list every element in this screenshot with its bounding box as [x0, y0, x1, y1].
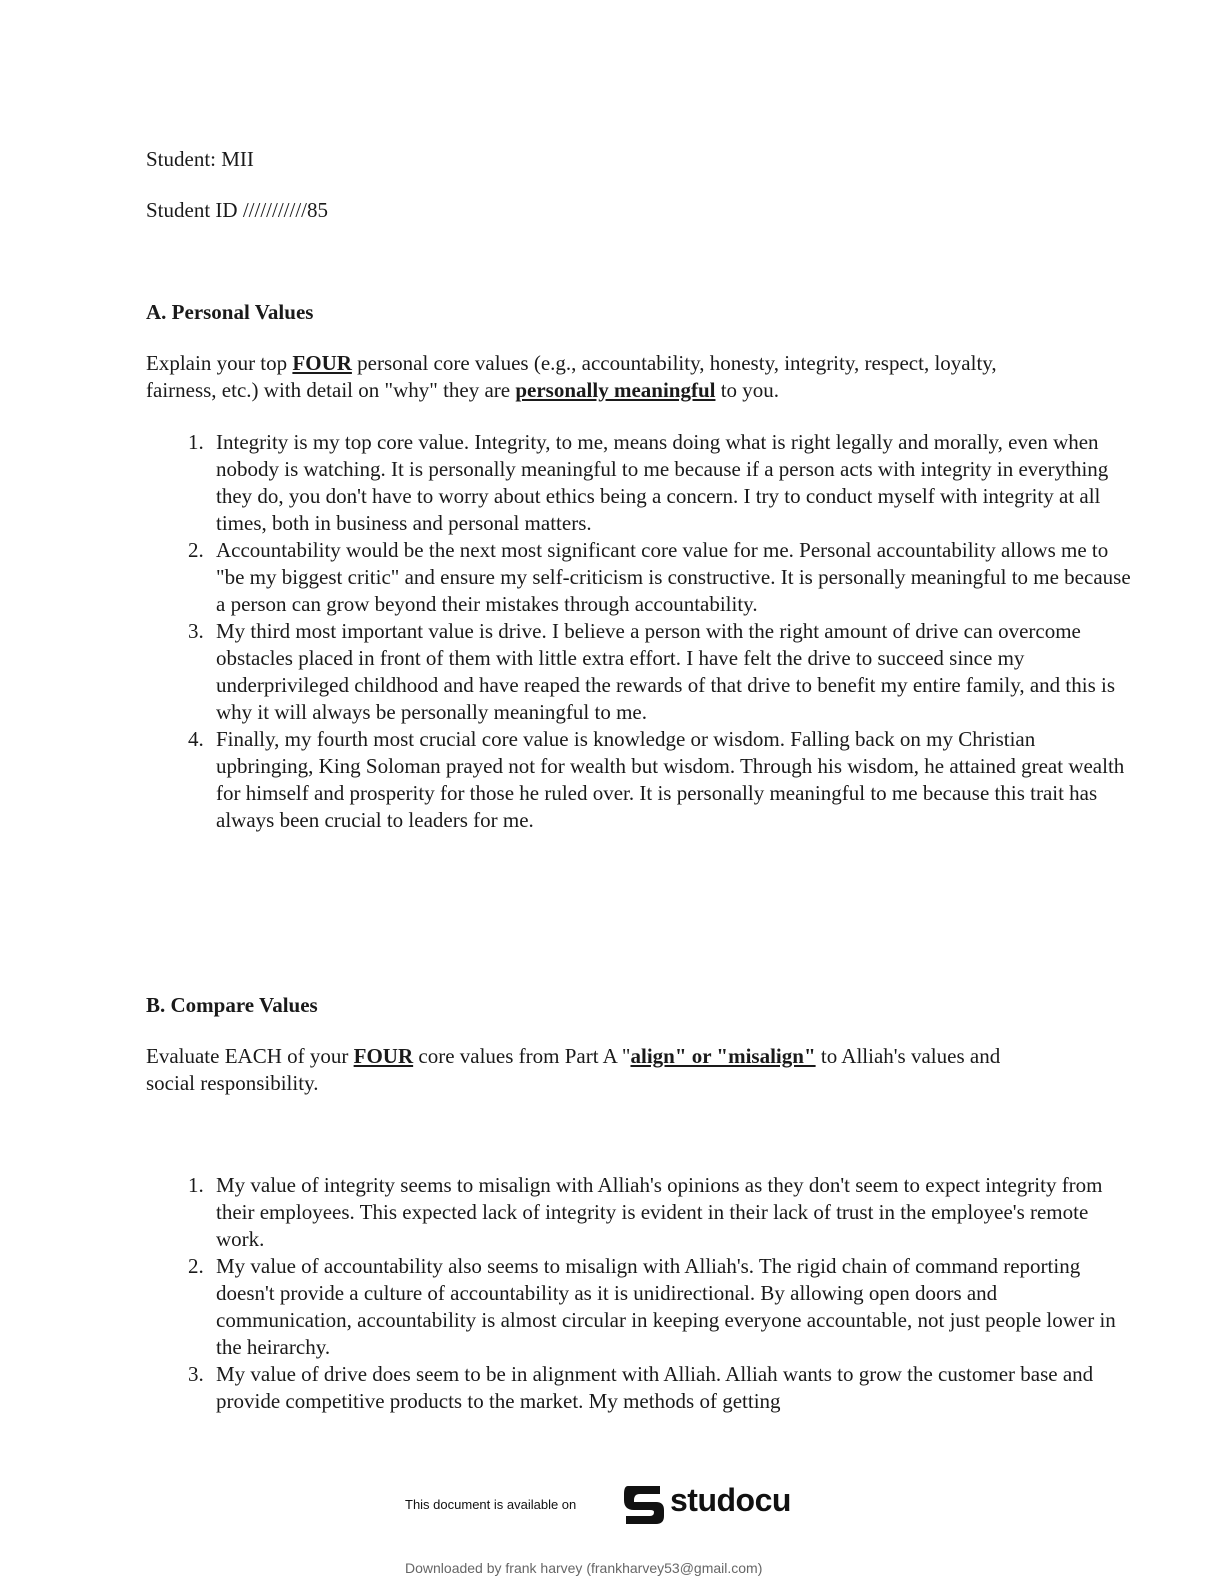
section-b-title: B. Compare Values: [146, 993, 318, 1017]
section-b-prompt-align: align" or "misalign": [630, 1044, 816, 1068]
section-b-prompt: [146, 1043, 1046, 1097]
list-item: [188, 537, 1132, 618]
studocu-logo-icon[interactable]: [620, 1480, 670, 1528]
section-b-list: [146, 1172, 1132, 1415]
list-item: [188, 726, 1132, 834]
section-a-prompt-text-3: to you.: [715, 378, 780, 402]
section-b-prompt-text-3: to Alliah's values and social responsibility.: [146, 1044, 1001, 1095]
list-item-number: 2.: [188, 1254, 204, 1278]
list-item: [188, 1172, 1132, 1253]
section-b-prompt-four: FOUR: [353, 1044, 414, 1068]
list-item-text: My value of accountability also seems to misalign with Alliah's. The rigid chain of command reporting doesn't provide a culture of accountability as it is unidirectional. By allowing open doors and communication, accountability is almost circular in keeping everyone accountable, not just people lower in the heirarchy.: [216, 1254, 1116, 1359]
list-item-number: 3.: [188, 1362, 204, 1386]
list-item-text: Integrity is my top core value. Integrity, to me, means doing what is right legally and morally, even when nobody is watching. It is personally meaningful to me because if a person acts with integrity in everything they do, you don't have to worry about ethics being a concern. I try to conduct myself with integrity at all times, both in business and personal matters.: [216, 430, 1109, 535]
footer-available-text: This document is available on: [405, 1497, 577, 1512]
list-item-number: 3.: [188, 619, 204, 643]
section-a-prompt-text-1: Explain your top: [146, 351, 293, 375]
section-a-prompt-meaningful: personally meaningful: [515, 378, 716, 402]
section-b-prompt-text-2: core values from Part A ": [413, 1044, 631, 1068]
list-item: [188, 429, 1132, 537]
list-item-number: 1.: [188, 1173, 204, 1197]
student-id: Student ID ///////////85: [146, 198, 329, 222]
list-item-text: My third most important value is drive. I believe a person with the right amount of drive can overcome obstacles placed in front of them with little extra effort. I have felt the drive to succeed since my underprivileged childhood and have reaped the rewards of that drive to benefit my entire family, and this is why it will always be personally meaningful to me.: [216, 619, 1116, 724]
studocu-brand[interactable]: studocu: [670, 1482, 791, 1518]
list-item-number: 4.: [188, 727, 204, 751]
list-item-number: 1.: [188, 430, 204, 454]
student-name: Student: MII: [146, 147, 254, 171]
list-item: [188, 1253, 1132, 1361]
list-item: [188, 618, 1132, 726]
footer-downloaded-text: Downloaded by frank harvey (frankharvey53@gmail.com): [405, 1560, 763, 1576]
list-item-text: Finally, my fourth most crucial core value is knowledge or wisdom. Falling back on my Christian upbringing, King Soloman prayed not for wealth but wisdom. Through his wisdom, he attained great wealth for himself and prosperity for those he ruled over. It is personally meaningful to me because this trait has always been crucial to leaders for me.: [216, 727, 1125, 832]
section-a-title: A. Personal Values: [146, 300, 314, 324]
list-item-text: My value of integrity seems to misalign with Alliah's opinions as they don't seem to expect integrity from their employees. This expected lack of integrity is evident in their lack of trust in the employee's remote work.: [216, 1173, 1103, 1251]
list-item-number: 2.: [188, 538, 204, 562]
list-item-text: My value of drive does seem to be in alignment with Alliah. Alliah wants to grow the customer base and provide competitive products to the market. My methods of getting: [216, 1362, 1094, 1413]
section-a-prompt: [146, 350, 1046, 404]
list-item-text: Accountability would be the next most significant core value for me. Personal accountability allows me to "be my biggest critic" and ensure my self-criticism is constructive. It is personally meaningful to me because a person can grow beyond their mistakes through accountability.: [216, 538, 1131, 616]
section-a-prompt-four: FOUR: [292, 351, 352, 375]
section-a-prompt-text-2: personal core values (e.g., accountability, honesty, integrity, respect, loyalty, fairness, etc.) with detail on "why" they are: [146, 351, 997, 402]
section-a-list: [146, 429, 1132, 834]
section-b-prompt-text-1: Evaluate EACH of your: [146, 1044, 354, 1068]
list-item: [188, 1361, 1132, 1415]
